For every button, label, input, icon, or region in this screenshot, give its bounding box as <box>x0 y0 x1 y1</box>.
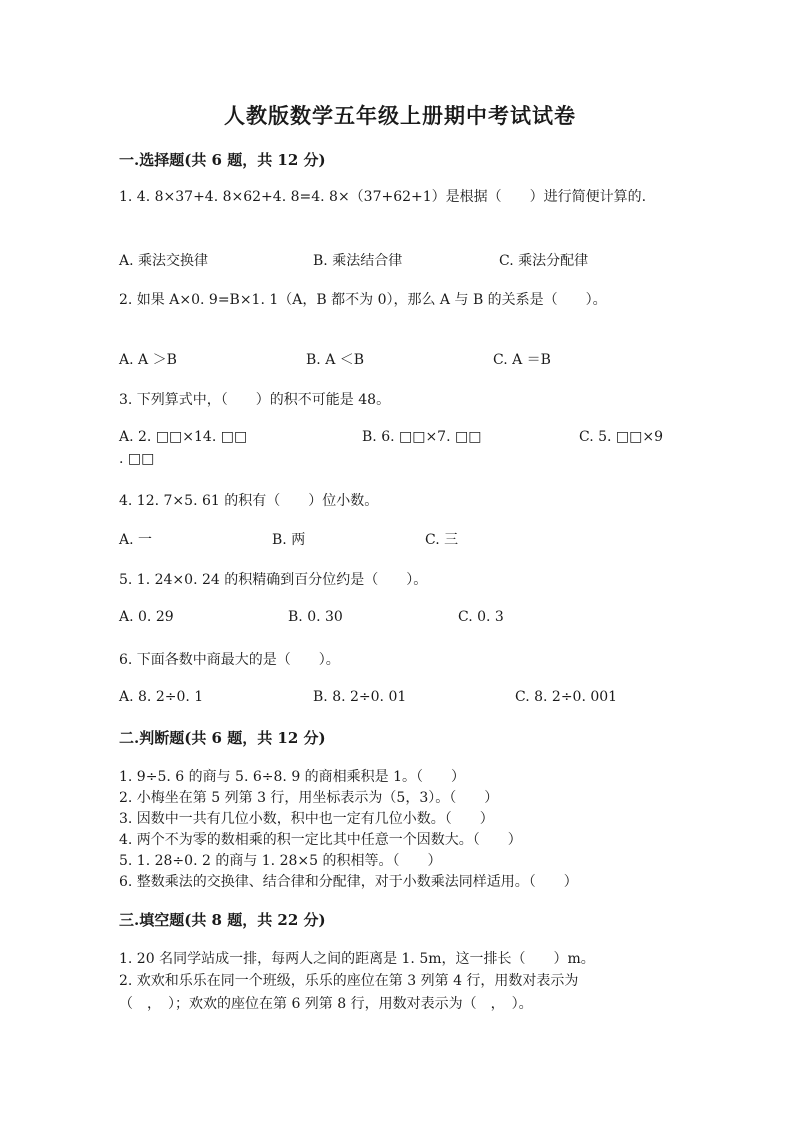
q3-option-c-continued: . □□ <box>119 451 155 467</box>
q1-option-c: C. 乘法分配律 <box>499 253 589 269</box>
judge-line-6: 6. 整数乘法的交换律、结合律和分配律，对于小数乘法同样适用。（ ） <box>119 874 578 890</box>
question-1: 1. 4. 8×37+4. 8×62+4. 8=4. 8×（37+62+1）是根据（ ）进行简便计算的. <box>119 189 647 205</box>
q4-option-a: A. 一 <box>119 532 153 548</box>
judge-line-1: 1. 9÷5. 6 的商与 5. 6÷8. 9 的商相乘积是 1。（ ） <box>119 769 466 785</box>
q2-option-a: A. A ＞B <box>119 352 177 368</box>
question-3: 3. 下列算式中，（ ）的积不可能是 48。 <box>119 392 391 408</box>
q3-option-b: B. 6. □□×7. □□ <box>362 429 482 445</box>
judge-line-4: 4. 两个不为零的数相乘的积一定比其中任意一个因数大。（ ） <box>119 832 522 848</box>
q5-option-a: A. 0. 29 <box>119 609 174 625</box>
page-title: 人教版数学五年级上册期中考试试卷 <box>224 103 576 128</box>
question-6: 6. 下面各数中商最大的是（ ）。 <box>119 652 340 668</box>
fill-line-2: 2. 欢欢和乐乐在同一个班级，乐乐的座位在第 3 列第 4 行，用数对表示为 <box>119 973 579 989</box>
judge-line-2: 2. 小梅坐在第 5 列第 3 行，用坐标表示为（5，3）。（ ） <box>119 790 499 806</box>
fill-line-1: 1. 20 名同学站成一排，每两人之间的距离是 1. 5m，这一排长（ ）m。 <box>119 951 595 967</box>
judge-line-3: 3. 因数中一共有几位小数，积中也一定有几位小数。（ ） <box>119 811 494 827</box>
q6-option-b: B. 8. 2÷0. 01 <box>313 689 407 705</box>
judge-line-5: 5. 1. 28÷0. 2 的商与 1. 28×5 的积相等。（ ） <box>119 853 442 869</box>
q3-option-c: C. 5. □□×9 <box>579 429 664 445</box>
q4-option-b: B. 两 <box>272 532 306 548</box>
q1-option-a: A. 乘法交换律 <box>119 253 209 269</box>
q5-option-b: B. 0. 30 <box>288 609 343 625</box>
q2-option-c: C. A ＝B <box>493 352 551 368</box>
q4-option-c: C. 三 <box>425 532 459 548</box>
fill-line-3: （ ， ）；欢欢的座位在第 6 列第 8 行，用数对表示为（ ， ）。 <box>119 996 533 1012</box>
question-5: 5. 1. 24×0. 24 的积精确到百分位约是（ ）。 <box>119 572 428 588</box>
question-4: 4. 12. 7×5. 61 的积有（ ）位小数。 <box>119 493 379 509</box>
section-heading-fill: 三.填空题(共 8 题，共 22 分) <box>119 911 326 929</box>
q2-option-b: B. A ＜B <box>306 352 365 368</box>
section-heading-judge: 二.判断题(共 6 题，共 12 分) <box>119 729 326 747</box>
q6-option-a: A. 8. 2÷0. 1 <box>119 689 204 705</box>
q5-option-c: C. 0. 3 <box>458 609 504 625</box>
question-2: 2. 如果 A×0. 9=B×1. 1（A，B 都不为 0），那么 A 与 B 的关系是（ ）。 <box>119 292 607 308</box>
q1-option-b: B. 乘法结合律 <box>313 253 403 269</box>
section-heading-choice: 一.选择题(共 6 题，共 12 分) <box>119 151 326 169</box>
q6-option-c: C. 8. 2÷0. 001 <box>515 689 618 705</box>
q3-option-a: A. 2. □□×14. □□ <box>119 429 248 445</box>
